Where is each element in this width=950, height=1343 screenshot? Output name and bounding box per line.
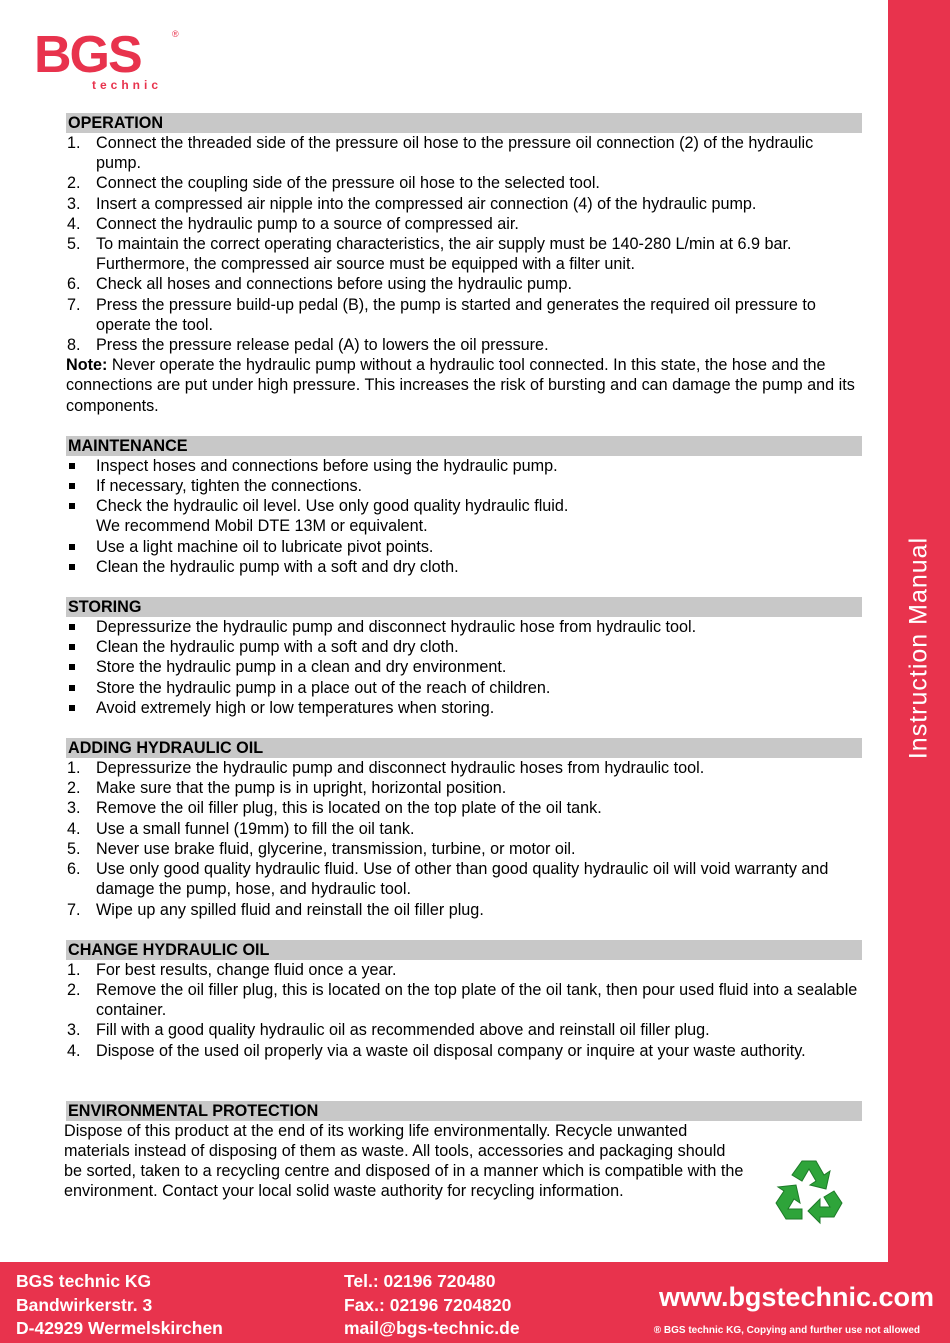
list-item: 3. Fill with a good quality hydraulic oil as recommended above and reinstall oil filler plug. [67, 1021, 710, 1040]
footer-city: D-42929 Wermelskirchen [16, 1318, 223, 1338]
logo-registered: ® [172, 29, 179, 39]
list-item: 3. Insert a compressed air nipple into the compressed air connection (4) of the hydraulic pump. [67, 194, 757, 213]
footer [0, 1262, 950, 1343]
list-item: Inspect hoses and connections before using the hydraulic pump. [66, 456, 862, 476]
footer-tel: Tel.: 02196 720480 [344, 1271, 496, 1291]
footer-address [16, 1270, 223, 1341]
footer-street: Bandwirkerstr. 3 [16, 1294, 153, 1315]
sidebar-title: Instruction Manual [904, 536, 933, 760]
adding-oil-list [66, 758, 862, 920]
list-item: 7. Press the pressure build-up pedal (B), the pump is started and generates the required oil pressure to operate the tool. [67, 295, 816, 334]
list-item: If necessary, tighten the connections. [66, 476, 862, 496]
list-item: 8. Press the pressure release pedal (A) to lowers the oil pressure. [67, 336, 549, 355]
list-item: 3. Remove the oil filler plug, this is located on the top plate of the oil tank. [67, 799, 602, 818]
list-item: 2. Make sure that the pump is in upright, horizontal position. [67, 779, 507, 798]
footer-company: BGS technic KG [16, 1271, 152, 1291]
footer-copyright: ® BGS technic KG, Copying and further use not allowed [653, 1325, 920, 1336]
content [66, 113, 862, 1202]
note-text: Never operate the hydraulic pump without a hydraulic tool connected. In this state, the hose and the connections are put under high pressure. This increases the risk of bursting and can damage the pump and its components. [66, 356, 855, 415]
environment-text: Dispose of this product at the end of its working life environmentally. Recycle unwanted materials instead of disposing of them as waste. All tools, accessories and packaging should be sorted, taken to a recycling centre and disposed of in a manner which is compatible with the environment. Contact your local solid waste authority for recycling information. [64, 1121, 744, 1201]
list-item: Clean the hydraulic pump with a soft and dry cloth. [66, 637, 862, 657]
list-item: 6. Check all hoses and connections before using the hydraulic pump. [67, 275, 573, 294]
change-oil-heading: CHANGE HYDRAULIC OIL [66, 940, 862, 960]
list-item: 4. Use a small funnel (19mm) to fill the oil tank. [67, 819, 415, 838]
recycle-icon [772, 1157, 844, 1225]
list-item: 1. Depressurize the hydraulic pump and disconnect hydraulic hoses from hydraulic tool. [67, 759, 705, 778]
storing-list [66, 617, 862, 718]
change-oil-list [66, 960, 862, 1061]
list-item: Use a light machine oil to lubricate pivot points. [66, 537, 862, 557]
list-item: Clean the hydraulic pump with a soft and dry cloth. [66, 557, 862, 577]
adding-oil-heading: ADDING HYDRAULIC OIL [66, 738, 862, 758]
logo-brand: BGS [34, 26, 141, 84]
list-item: 1. For best results, change fluid once a year. [67, 960, 397, 979]
operation-list [66, 133, 862, 355]
footer-contact [344, 1270, 520, 1341]
list-item: 1. Connect the threaded side of the pressure oil hose to the pressure oil connection (2) of the hydraulic pump. [67, 134, 814, 173]
environment-heading: ENVIRONMENTAL PROTECTION [66, 1101, 862, 1121]
list-item: 2. Remove the oil filler plug, this is located on the top plate of the oil tank, then pour used fluid into a sealable container. [67, 980, 858, 1020]
list-item: Check the hydraulic oil level. Use only good quality hydraulic fluid. We recommend Mobil DTE 13M or equivalent. [66, 496, 862, 536]
list-item: Store the hydraulic pump in a place out of the reach of children. [66, 678, 862, 698]
bgs-logo [34, 24, 179, 94]
maintenance-heading: MAINTENANCE [66, 436, 862, 456]
operation-note [66, 355, 862, 416]
footer-fax: Fax.: 02196 7204820 [344, 1294, 512, 1315]
footer-website-link[interactable]: www.bgstechnic.com [658, 1282, 934, 1312]
list-item: 5. To maintain the correct operating characteristics, the air supply must be 140-280 L/min at 6.9 bar. Furthermore, the compressed air source must be equipped with a filter unit. [67, 235, 792, 274]
maintenance-list [66, 456, 862, 577]
operation-heading: OPERATION [66, 113, 862, 133]
note-label: Note: [66, 356, 108, 375]
storing-heading: STORING [66, 597, 862, 617]
list-item: 4. Connect the hydraulic pump to a source of compressed air. [67, 214, 519, 233]
list-item: 4. Dispose of the used oil properly via a waste oil disposal company or inquire at your waste authority. [67, 1041, 806, 1060]
list-item: 7. Wipe up any spilled fluid and reinstall the oil filler plug. [67, 900, 484, 919]
list-item: 6. Use only good quality hydraulic fluid. Use of other than good quality hydraulic oil will void warranty and damage the pump, hose, and hydraulic tool. [67, 860, 829, 899]
list-item: Store the hydraulic pump in a clean and dry environment. [66, 657, 862, 677]
list-item: Depressurize the hydraulic pump and disconnect hydraulic hose from hydraulic tool. [66, 617, 862, 637]
list-item: 2. Connect the coupling side of the pressure oil hose to the selected tool. [67, 174, 600, 193]
list-item: 5. Never use brake fluid, glycerine, transmission, turbine, or motor oil. [67, 839, 576, 858]
footer-mail-link[interactable]: mail@bgs-technic.de [344, 1318, 520, 1338]
list-item: Avoid extremely high or low temperatures when storing. [66, 698, 862, 718]
logo-sub: technic [92, 78, 163, 92]
